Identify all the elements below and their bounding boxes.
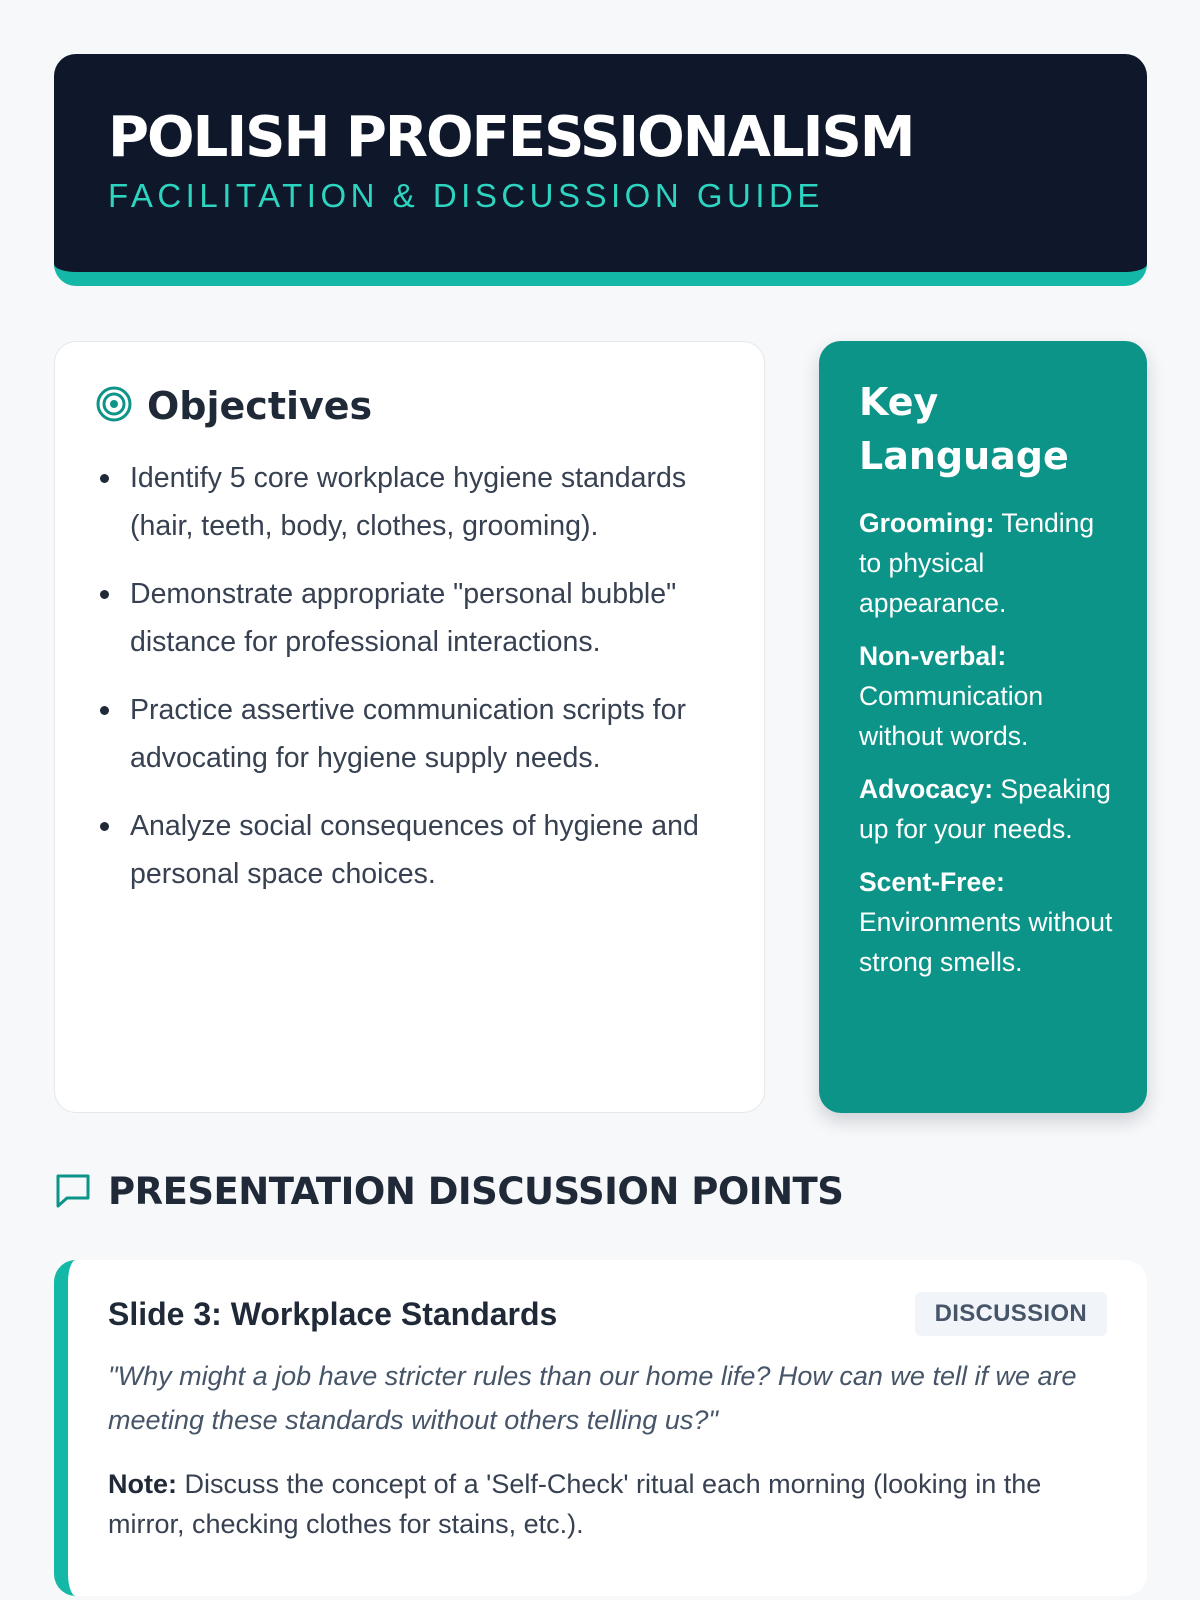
glossary-term: Scent-Free: xyxy=(859,867,1005,897)
key-language-card xyxy=(819,341,1147,1113)
target-icon xyxy=(95,385,133,428)
objective-item: Practice assertive communication scripts for advocating for hygiene supply needs. xyxy=(95,686,724,782)
page-title: POLISH PROFESSIONALISM xyxy=(108,105,914,170)
slide-card-header xyxy=(108,1290,1107,1338)
slide-title: Slide 3: Workplace Standards xyxy=(108,1296,558,1332)
glossary-term: Advocacy: xyxy=(859,774,994,804)
glossary-definition: Environments without strong smells. xyxy=(859,907,1113,977)
note-label: Note: xyxy=(108,1469,177,1499)
glossary-entry xyxy=(859,636,1117,756)
glossary-entry xyxy=(859,503,1117,623)
slide-discussion-card xyxy=(54,1260,1147,1596)
glossary-entry xyxy=(859,862,1117,982)
discussion-heading: PRESENTATION DISCUSSION POINTS xyxy=(108,1170,844,1213)
glossary-entry xyxy=(859,769,1117,849)
discussion-badge: DISCUSSION xyxy=(915,1292,1107,1336)
glossary-list xyxy=(859,503,1117,982)
glossary-definition: Tending to physical appearance. xyxy=(859,508,1095,618)
objectives-card xyxy=(54,341,765,1113)
note-text: Discuss the concept of a 'Self-Check' ritual each morning (looking in the mirror, checking clothes for stains, etc.). xyxy=(108,1469,1042,1539)
discussion-section-header xyxy=(54,1168,843,1216)
objectives-heading: Objectives xyxy=(147,384,373,428)
objective-item: Identify 5 core workplace hygiene standards (hair, teeth, body, clothes, grooming). xyxy=(95,454,724,550)
objective-item: Analyze social consequences of hygiene and personal space choices. xyxy=(95,802,724,898)
glossary-definition: Communication without words. xyxy=(859,681,1044,751)
objectives-list xyxy=(95,454,724,898)
page-subtitle: FACILITATION & DISCUSSION GUIDE xyxy=(108,177,824,214)
glossary-definition: Speaking up for your needs. xyxy=(859,774,1111,844)
objectives-header xyxy=(95,382,724,430)
objective-item: Demonstrate appropriate "personal bubble" distance for professional interactions. xyxy=(95,570,724,666)
discussion-question: "Why might a job have stricter rules than our home life? How can we tell if we are meeting these standards without others telling us?" xyxy=(108,1361,1077,1435)
key-language-heading: Key Language xyxy=(859,380,1069,478)
speech-bubble-icon xyxy=(54,1171,92,1214)
glossary-term: Grooming: xyxy=(859,508,995,538)
header-banner xyxy=(54,54,1147,286)
glossary-term: Non-verbal: xyxy=(859,641,1007,671)
facilitator-note xyxy=(108,1464,1107,1544)
